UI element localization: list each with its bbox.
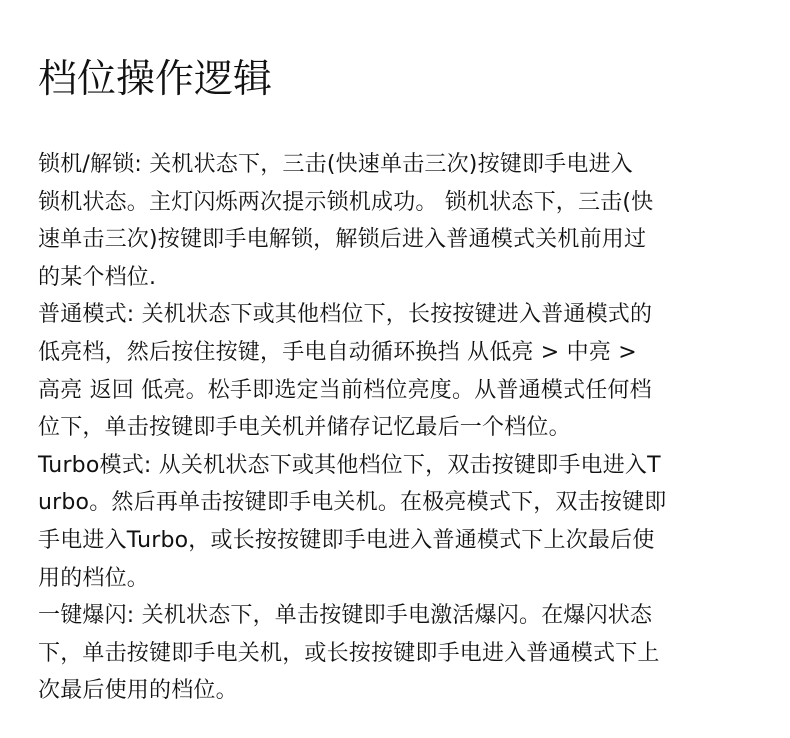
text-line: 锁机状态。主灯闪烁两次提示锁机成功。 锁机状态下，三击(快 xyxy=(38,189,654,215)
text-line: 用的档位。 xyxy=(38,565,150,591)
text-line: 下，单击按键即手电关机，或长按按键即手电进入普通模式下上 xyxy=(38,640,660,666)
text-line: 的某个档位. xyxy=(38,264,157,290)
text-line: 位下，单击按键即手电关机并储存记忆最后一个档位。 xyxy=(38,415,571,441)
text-line: 锁机/解锁: 关机状态下，三击(快速单击三次)按键即手电进入 xyxy=(38,152,633,177)
text-line: urbo。然后再单击按键即手电关机。在极亮模式下，双击按键即 xyxy=(38,490,667,516)
text-line: 手电进入Turbo，或长按按键即手电进入普通模式下上次最后使 xyxy=(38,527,655,553)
page-title: 档位操作逻辑 xyxy=(38,57,273,102)
text-line: 次最后使用的档位。 xyxy=(38,678,238,704)
text-line: Turbo模式: 从关机状态下或其他档位下，双击按键即手电进入T xyxy=(38,452,661,478)
document-body xyxy=(38,146,768,710)
text-line: 一键爆闪: 关机状态下，单击按键即手电激活爆闪。在爆闪状态 xyxy=(38,603,653,629)
text-line: 低亮档，然后按住按键，手电自动循环换挡 从低亮 > 中亮 > xyxy=(38,339,637,365)
text-line: 普通模式: 关机状态下或其他档位下，长按按键进入普通模式的 xyxy=(38,302,653,328)
text-line: 速单击三次)按键即手电解锁，解锁后进入普通模式关机前用过 xyxy=(38,227,647,253)
text-line: 高亮 返回 低亮。松手即选定当前档位亮度。从普通模式任何档 xyxy=(38,377,652,403)
